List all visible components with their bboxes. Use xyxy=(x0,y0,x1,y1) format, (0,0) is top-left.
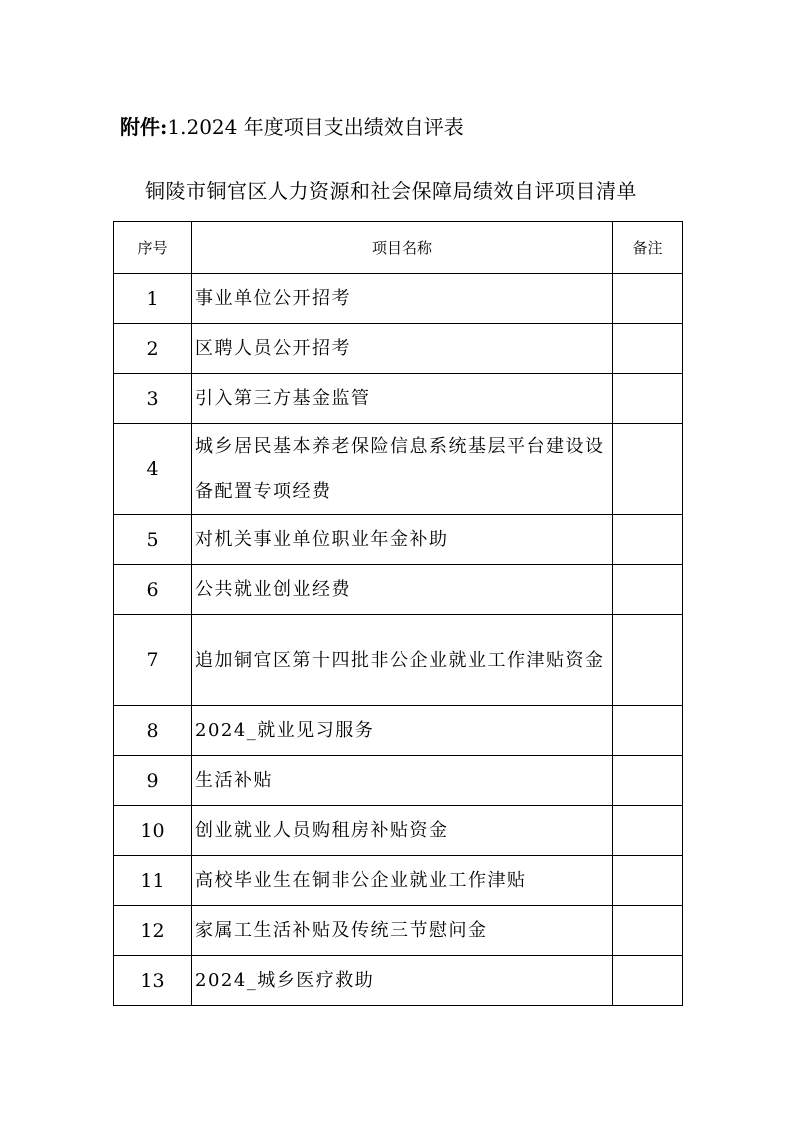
row-seq: 7 xyxy=(114,615,192,706)
table-row xyxy=(114,274,683,324)
attachment-text: 1.2024 年度项目支出绩效自评表 xyxy=(167,115,464,139)
row-name: 区聘人员公开招考 xyxy=(192,324,613,374)
table-row xyxy=(114,615,683,706)
row-remark xyxy=(613,565,683,615)
row-remark xyxy=(613,324,683,374)
row-name: 2024_城乡医疗救助 xyxy=(192,956,613,1006)
project-list-table xyxy=(113,221,683,1006)
table-row xyxy=(114,374,683,424)
row-seq: 8 xyxy=(114,706,192,756)
table-row xyxy=(114,956,683,1006)
row-remark xyxy=(613,856,683,906)
row-remark xyxy=(613,424,683,515)
table-row xyxy=(114,856,683,906)
row-seq: 12 xyxy=(114,906,192,956)
row-name: 2024_就业见习服务 xyxy=(192,706,613,756)
row-remark xyxy=(613,274,683,324)
row-remark xyxy=(613,706,683,756)
table-row xyxy=(114,706,683,756)
table-row xyxy=(114,806,683,856)
header-remark: 备注 xyxy=(613,222,683,274)
table-header-row xyxy=(114,222,683,274)
table-row xyxy=(114,424,683,515)
row-remark xyxy=(613,756,683,806)
table-row xyxy=(114,756,683,806)
row-name: 对机关事业单位职业年金补助 xyxy=(192,515,613,565)
row-seq: 4 xyxy=(114,424,192,515)
table-row xyxy=(114,565,683,615)
row-seq: 5 xyxy=(114,515,192,565)
row-remark xyxy=(613,615,683,706)
row-name: 家属工生活补贴及传统三节慰问金 xyxy=(192,906,613,956)
row-seq: 1 xyxy=(114,274,192,324)
attachment-heading xyxy=(120,112,464,142)
row-seq: 2 xyxy=(114,324,192,374)
row-seq: 10 xyxy=(114,806,192,856)
table-row xyxy=(114,906,683,956)
row-remark xyxy=(613,806,683,856)
row-name: 城乡居民基本养老保险信息系统基层平台建设设备配置专项经费 xyxy=(192,424,613,515)
row-name: 追加铜官区第十四批非公企业就业工作津贴资金 xyxy=(192,615,613,706)
table-row xyxy=(114,515,683,565)
row-name: 生活补贴 xyxy=(192,756,613,806)
row-remark xyxy=(613,515,683,565)
row-name: 高校毕业生在铜非公企业就业工作津贴 xyxy=(192,856,613,906)
table-row xyxy=(114,324,683,374)
row-seq: 13 xyxy=(114,956,192,1006)
row-name: 创业就业人员购租房补贴资金 xyxy=(192,806,613,856)
row-name: 公共就业创业经费 xyxy=(192,565,613,615)
row-name: 事业单位公开招考 xyxy=(192,274,613,324)
row-seq: 9 xyxy=(114,756,192,806)
row-remark xyxy=(613,956,683,1006)
row-remark xyxy=(613,374,683,424)
row-remark xyxy=(613,906,683,956)
row-name: 引入第三方基金监管 xyxy=(192,374,613,424)
attachment-label: 附件: xyxy=(120,115,168,139)
document-title: 铜陵市铜官区人力资源和社会保障局绩效自评项目清单 xyxy=(145,179,637,203)
row-seq: 11 xyxy=(114,856,192,906)
header-seq: 序号 xyxy=(114,222,192,274)
row-seq: 6 xyxy=(114,565,192,615)
row-seq: 3 xyxy=(114,374,192,424)
header-name: 项目名称 xyxy=(192,222,613,274)
